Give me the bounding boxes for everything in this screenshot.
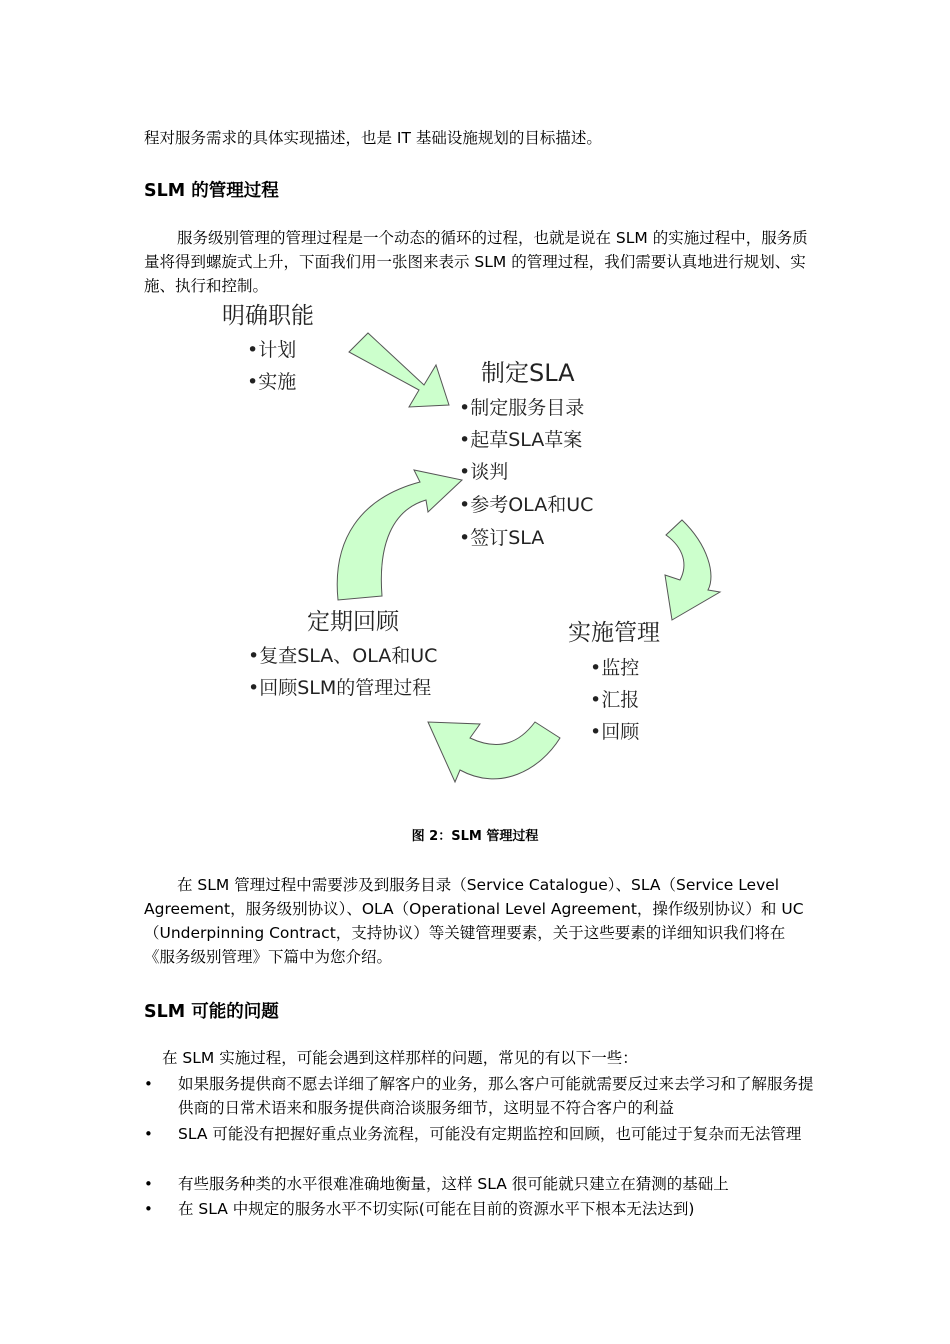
arrow-back-to-define-sla (337, 470, 462, 600)
block-define-role-title: 明确职能 (222, 303, 314, 329)
block-review-item: •复查SLA、OLA和UC (248, 645, 438, 667)
block-review-item: •回顾SLM的管理过程 (248, 677, 432, 699)
block-define-sla-item: •制定服务目录 (459, 397, 585, 419)
block-define-role-item: •实施 (247, 371, 297, 393)
block-implement-item: •汇报 (590, 689, 640, 711)
arrow-to-define-sla (349, 333, 449, 407)
arrow-to-implement (665, 520, 720, 620)
block-define-role-item: •计划 (247, 339, 297, 361)
bullet-icon: • (144, 1075, 153, 1093)
section-heading-slm-problems: SLM 可能的问题 (144, 1002, 279, 1022)
block-implement-title: 实施管理 (568, 620, 660, 646)
bullet-icon: • (144, 1200, 153, 1218)
block-implement-item: •监控 (590, 657, 640, 679)
key-elements-paragraph: 在 SLM 管理过程中需要涉及到服务目录（Service Catalogue）、SLA（Service Level Agreement，服务级别协议）、OLA（Operational Level Agreement，操作级别协议）和 UC（Underpinning Contract，支持协议）等关键管理要素，关于这些要素的详细知识我们将在《服务级别管理》下篇中为您介绍。 (144, 876, 804, 966)
block-define-sla-item: •起草SLA草案 (459, 429, 583, 451)
bullet-icon: • (144, 1175, 153, 1193)
block-define-sla-title: 制定SLA (481, 359, 575, 387)
section-paragraph: 服务级别管理的管理过程是一个动态的循环的过程，也就是说在 SLM 的实施过程中，服务质量将得到螺旋式上升，下面我们用一张图来表示 SLM 的管理过程，我们需要认真地进行规划、实施、执行和控制。 (144, 229, 808, 295)
block-define-sla-item: •签订SLA (459, 527, 545, 549)
intro-text: 程对服务需求的具体实现描述，也是 IT 基础设施规划的目标描述。 (144, 129, 602, 147)
block-define-sla-item: •参考OLA和UC (459, 494, 594, 516)
figure-caption: 图 2：SLM 管理过程 (411, 829, 539, 844)
block-implement-item: •回顾 (590, 721, 640, 743)
section-heading-slm-process: SLM 的管理过程 (144, 181, 279, 201)
problems-intro: 在 SLM 实施过程，可能会遇到这样那样的问题，常见的有以下一些： (162, 1049, 638, 1067)
bullet-icon: • (144, 1125, 153, 1143)
arrow-to-review (428, 722, 560, 782)
block-review-title: 定期回顾 (307, 609, 399, 635)
block-define-sla-item: •谈判 (459, 461, 509, 483)
